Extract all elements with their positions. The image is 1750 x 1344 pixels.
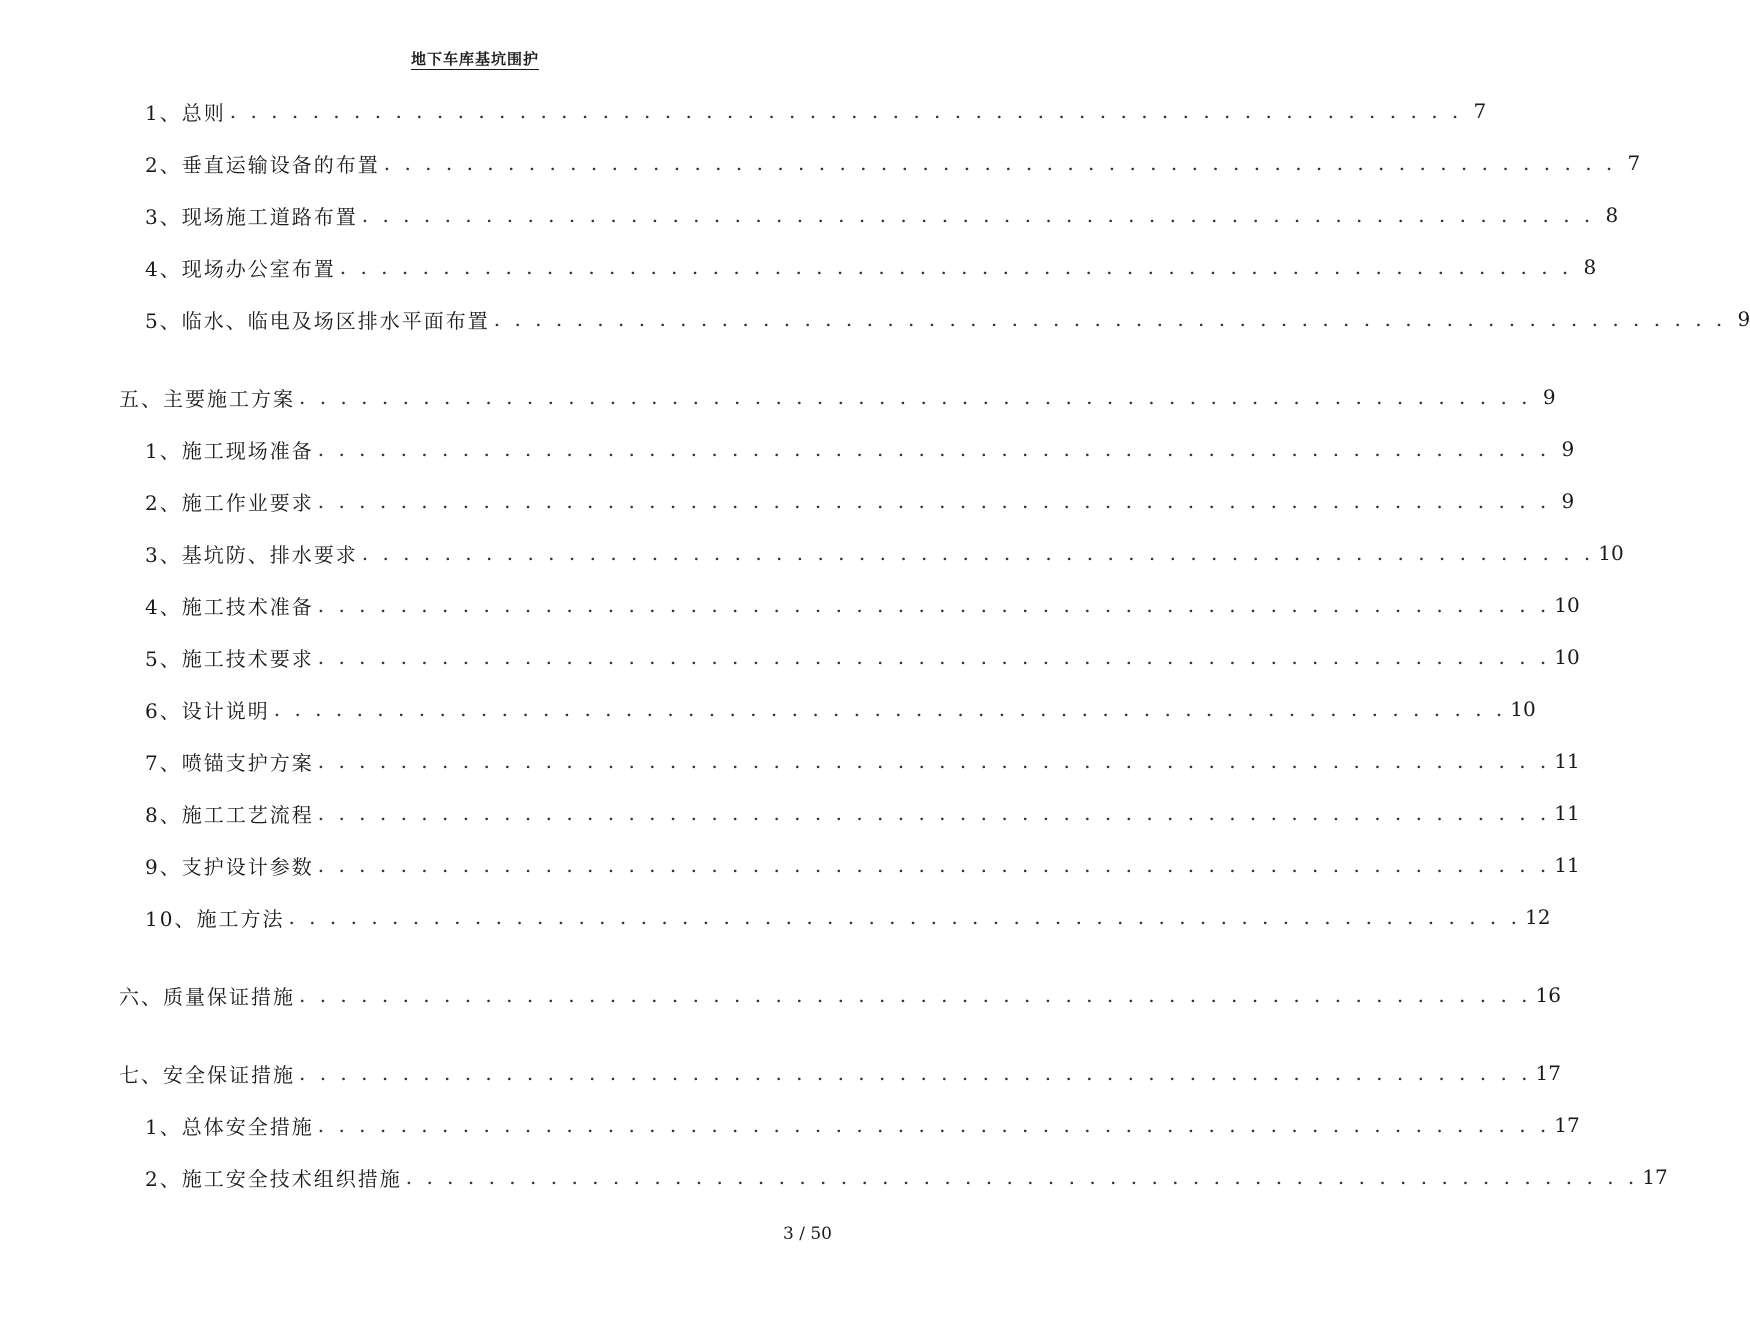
toc-entry[interactable] — [145, 590, 1580, 620]
toc-entry-label: 2、施工安全技术组织措施 — [145, 1166, 402, 1191]
toc-entry-page: 9 — [1561, 489, 1575, 513]
toc-entry-label: 10、施工方法 — [145, 906, 285, 931]
page-number: 3 / 50 — [783, 1224, 832, 1244]
toc-entry-page: 8 — [1605, 203, 1619, 227]
toc-entry[interactable] — [145, 902, 1551, 932]
toc-entry-page: 9 — [1737, 307, 1750, 331]
toc-entry-label: 1、施工现场准备 — [145, 438, 314, 463]
toc-entry[interactable] — [145, 538, 1624, 568]
toc-entry-page: 7 — [1627, 151, 1641, 175]
toc-leader-dots: . . . . . . . . . . . . . . . . . . . . . . . . . . . . . . . . . . . . . . . . . . . . . . . . . . . . . . . . . . . . — [493, 307, 1727, 331]
toc-entry[interactable] — [145, 252, 1597, 282]
toc-entry[interactable] — [145, 304, 1750, 334]
toc-entry-page: 17 — [1554, 1113, 1580, 1137]
toc-entry-label: 3、现场施工道路布置 — [145, 204, 358, 229]
toc-entry-page: 10 — [1510, 697, 1536, 721]
toc-leader-dots: . . . . . . . . . . . . . . . . . . . . . . . . . . . . . . . . . . . . . . . . . . . . . . . . . . . . . . . . . . . . — [405, 1165, 1639, 1189]
toc-entry-page: 11 — [1554, 801, 1580, 825]
toc-leader-dots: . . . . . . . . . . . . . . . . . . . . . . . . . . . . . . . . . . . . . . . . . . . . . . . . . . . . . . . . . . . . — [383, 151, 1617, 175]
toc-entry-label: 6、设计说明 — [145, 698, 270, 723]
toc-leader-dots: . . . . . . . . . . . . . . . . . . . . . . . . . . . . . . . . . . . . . . . . . . . . . . . . . . . . . . . . . . . . — [317, 1113, 1551, 1137]
toc-entry-label: 7、喷锚支护方案 — [145, 750, 314, 775]
toc-leader-dots: . . . . . . . . . . . . . . . . . . . . . . . . . . . . . . . . . . . . . . . . . . . . . . . . . . . . . . . . . . . . — [317, 801, 1551, 825]
toc-entry-page: 10 — [1554, 645, 1580, 669]
toc-leader-dots: . . . . . . . . . . . . . . . . . . . . . . . . . . . . . . . . . . . . . . . . . . . . . . . . . . . . . . . . . . . . — [317, 437, 1551, 461]
toc-entry-page: 12 — [1525, 905, 1551, 929]
toc-entry-page: 10 — [1554, 593, 1580, 617]
toc-entry[interactable] — [145, 850, 1580, 880]
toc-entry[interactable] — [145, 1110, 1580, 1140]
toc-section[interactable] — [119, 1058, 1561, 1088]
toc-entry-label: 3、基坑防、排水要求 — [145, 542, 358, 567]
toc-entry-page: 11 — [1554, 749, 1580, 773]
toc-entry-page: 8 — [1583, 255, 1597, 279]
toc-entry-label: 1、总则 — [145, 100, 226, 125]
toc-entry-page: 9 — [1561, 437, 1575, 461]
toc-entry-label: 2、施工作业要求 — [145, 490, 314, 515]
toc-entry-label: 2、垂直运输设备的布置 — [145, 152, 380, 177]
toc-leader-dots: . . . . . . . . . . . . . . . . . . . . . . . . . . . . . . . . . . . . . . . . . . . . . . . . . . . . . . . . . . . . — [317, 645, 1551, 669]
toc-section[interactable] — [119, 980, 1561, 1010]
toc-section-page: 16 — [1535, 983, 1561, 1007]
toc-leader-dots: . . . . . . . . . . . . . . . . . . . . . . . . . . . . . . . . . . . . . . . . . . . . . . . . . . . . . . . . . . . . — [299, 385, 1532, 409]
toc-entry-page: 10 — [1598, 541, 1624, 565]
toc-section-label: 五、主要施工方案 — [119, 386, 295, 411]
toc-leader-dots: . . . . . . . . . . . . . . . . . . . . . . . . . . . . . . . . . . . . . . . . . . . . . . . . . . . . . . . . . . . . — [317, 593, 1551, 617]
toc-entry-label: 5、施工技术要求 — [145, 646, 314, 671]
toc-leader-dots: . . . . . . . . . . . . . . . . . . . . . . . . . . . . . . . . . . . . . . . . . . . . . . . . . . . . . . . . . . . . — [299, 1061, 1532, 1085]
toc-entry-label: 9、支护设计参数 — [145, 854, 314, 879]
toc-entry[interactable] — [145, 798, 1580, 828]
toc-leader-dots: . . . . . . . . . . . . . . . . . . . . . . . . . . . . . . . . . . . . . . . . . . . . . . . . . . . . . . . . . . . . — [273, 697, 1507, 721]
toc-entry[interactable] — [145, 486, 1575, 516]
toc-entry-label: 4、施工技术准备 — [145, 594, 314, 619]
toc-entry-label: 1、总体安全措施 — [145, 1114, 314, 1139]
toc-leader-dots: . . . . . . . . . . . . . . . . . . . . . . . . . . . . . . . . . . . . . . . . . . . . . . . . . . . . . . . . . . . . — [339, 255, 1573, 279]
toc-section-label: 七、安全保证措施 — [119, 1062, 295, 1087]
toc-leader-dots: . . . . . . . . . . . . . . . . . . . . . . . . . . . . . . . . . . . . . . . . . . . . . . . . . . . . . . . . . . . . — [288, 905, 1521, 929]
toc-leader-dots: . . . . . . . . . . . . . . . . . . . . . . . . . . . . . . . . . . . . . . . . . . . . . . . . . . . . . . . . . . . . — [229, 99, 1463, 123]
toc-entry[interactable] — [145, 96, 1487, 126]
toc-entry[interactable] — [145, 694, 1536, 724]
toc-entry-label: 5、临水、临电及场区排水平面布置 — [145, 308, 490, 333]
toc-section[interactable] — [119, 382, 1556, 412]
toc-entry[interactable] — [145, 200, 1619, 230]
toc-leader-dots: . . . . . . . . . . . . . . . . . . . . . . . . . . . . . . . . . . . . . . . . . . . . . . . . . . . . . . . . . . . . — [317, 489, 1551, 513]
toc-entry-label: 8、施工工艺流程 — [145, 802, 314, 827]
toc-entry[interactable] — [145, 642, 1580, 672]
toc-entry-label: 4、现场办公室布置 — [145, 256, 336, 281]
toc-section-label: 六、质量保证措施 — [119, 984, 295, 1009]
toc-leader-dots: . . . . . . . . . . . . . . . . . . . . . . . . . . . . . . . . . . . . . . . . . . . . . . . . . . . . . . . . . . . . — [317, 853, 1551, 877]
toc-entry[interactable] — [145, 148, 1641, 178]
toc-leader-dots: . . . . . . . . . . . . . . . . . . . . . . . . . . . . . . . . . . . . . . . . . . . . . . . . . . . . . . . . . . . . — [317, 749, 1551, 773]
toc-leader-dots: . . . . . . . . . . . . . . . . . . . . . . . . . . . . . . . . . . . . . . . . . . . . . . . . . . . . . . . . . . . . — [361, 203, 1595, 227]
toc-leader-dots: . . . . . . . . . . . . . . . . . . . . . . . . . . . . . . . . . . . . . . . . . . . . . . . . . . . . . . . . . . . . — [361, 541, 1595, 565]
toc-section-page: 17 — [1535, 1061, 1561, 1085]
toc-entry-page: 11 — [1554, 853, 1580, 877]
toc-section-page: 9 — [1542, 385, 1556, 409]
toc-entry-page: 7 — [1473, 99, 1487, 123]
toc-entry[interactable] — [145, 434, 1575, 464]
toc-entry[interactable] — [145, 1162, 1668, 1192]
toc-entry[interactable] — [145, 746, 1580, 776]
toc-entry-page: 17 — [1642, 1165, 1668, 1189]
toc-leader-dots: . . . . . . . . . . . . . . . . . . . . . . . . . . . . . . . . . . . . . . . . . . . . . . . . . . . . . . . . . . . . — [299, 983, 1532, 1007]
document-title: 地下车库基坑围护 — [410, 50, 539, 68]
